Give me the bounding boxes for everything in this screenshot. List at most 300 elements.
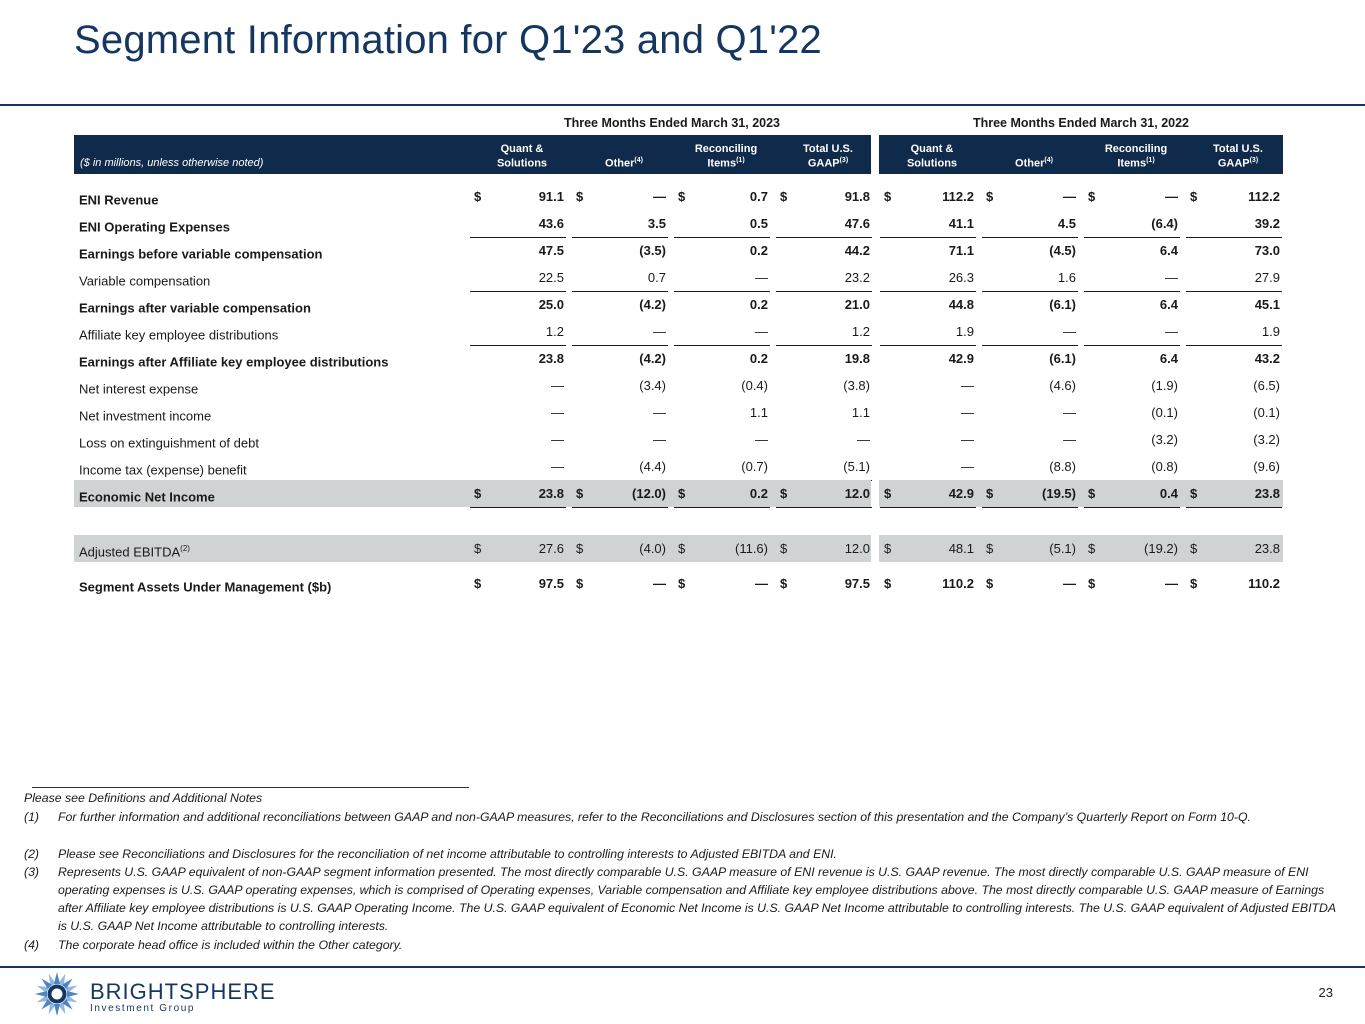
table-cell [776,480,872,508]
cell-value: (4.0) [639,541,666,556]
cell-value: (12.0) [632,486,666,501]
table-cell [674,426,770,453]
cell-value: 47.5 [538,243,564,258]
table-cell [470,399,566,426]
table-cell [982,210,1078,238]
table-cell [1084,426,1180,453]
table-cell [572,372,668,399]
column-header: Total U.S. GAAP$^{(3)}$ [803,143,853,170]
table-cell [674,480,770,508]
currency-symbol: $ [780,189,788,204]
currency-symbol: $ [884,189,892,204]
table-cell [776,453,872,481]
table-cell [776,264,872,292]
table-row [74,399,1283,426]
cell-value: 1.9 [955,324,974,339]
cell-value: (3.5) [639,243,666,258]
table-cell [880,183,976,210]
table-cell [470,372,566,399]
cell-value: (19.5) [1042,486,1076,501]
cell-value: 27.9 [1254,270,1280,285]
currency-symbol: $ [678,486,686,501]
row-label: Income tax (expense) benefit [79,462,247,478]
currency-symbol: $ [678,189,686,204]
table-row [74,480,1283,507]
table-cell [674,535,770,562]
table-cell [1186,372,1282,399]
table-cell [982,453,1078,481]
cell-value: (4.2) [639,297,666,312]
currency-symbol: $ [678,541,686,556]
table-cell [1084,237,1180,264]
cell-value: — [1063,576,1076,591]
cell-value: (4.2) [639,351,666,366]
cell-value: 91.8 [844,189,870,204]
column-header-band-2022 [879,135,1283,174]
cell-value: — [653,576,666,591]
cell-value: (1.9) [1151,378,1178,393]
table-cell [880,318,976,346]
table-cell [982,183,1078,210]
currency-symbol: $ [780,541,788,556]
table-cell [1186,426,1282,453]
currency-symbol: $ [884,541,892,556]
table-cell [470,426,566,453]
table-cell [572,535,668,562]
table-cell [982,570,1078,597]
table-cell [572,570,668,597]
cell-value: (3.2) [1253,432,1280,447]
currency-symbol: $ [1190,189,1198,204]
cell-value: 71.1 [948,243,974,258]
table-cell [1186,183,1282,210]
table-cell [776,210,872,238]
table-cell [982,372,1078,399]
table-cell [674,210,770,238]
table-cell [572,210,668,238]
cell-value: (0.1) [1253,405,1280,420]
table-cell [1186,535,1282,562]
cell-value: (4.5) [1049,243,1076,258]
currency-symbol: $ [1190,541,1198,556]
table-cell [880,570,976,597]
cell-value: 43.6 [538,216,564,231]
cell-value: 39.2 [1254,216,1280,231]
cell-value: 23.8 [1254,486,1280,501]
table-cell [982,291,1078,318]
table-cell [1186,264,1282,292]
table-cell [572,291,668,318]
cell-value: — [653,189,666,204]
table-cell [1084,210,1180,238]
cell-value: (0.1) [1151,405,1178,420]
table-row [74,345,1283,372]
cell-value: 23.8 [538,351,564,366]
currency-symbol: $ [576,486,584,501]
cell-value: 91.1 [538,189,564,204]
table-cell [880,535,976,562]
cell-value: 112.2 [942,189,974,204]
cell-value: (19.2) [1144,541,1178,556]
cell-value: — [755,270,768,285]
table-cell [982,318,1078,346]
table-cell [776,237,872,264]
table-cell [982,264,1078,292]
cell-value: 110.2 [942,576,974,591]
table-cell [776,426,872,453]
cell-value: — [551,432,564,447]
table-cell [572,318,668,346]
column-header: Reconciling Items$^{(1)}$ [694,143,758,170]
cell-value: 23.2 [844,270,870,285]
table-cell [1186,237,1282,264]
table-cell [572,264,668,292]
table-cell [1186,291,1282,318]
table-cell [674,318,770,346]
table-cell [572,183,668,210]
table-cell [470,345,566,372]
cell-value: 47.6 [844,216,870,231]
column-header: Other$^{(4)}$ [1015,157,1053,170]
column-header: Other$^{(4)}$ [605,157,643,170]
cell-value: (8.8) [1049,459,1076,474]
period-header-2022: Three Months Ended March 31, 2022 [972,116,1190,130]
table-cell [1186,480,1282,508]
table-cell [880,426,976,453]
table-row [74,535,1283,562]
table-cell [1186,345,1282,372]
cell-value: — [1165,324,1178,339]
cell-value: (6.1) [1049,351,1076,366]
currency-symbol: $ [986,189,994,204]
table-cell [982,399,1078,426]
cell-value: (0.4) [741,378,768,393]
table-cell [572,480,668,508]
table-cell [470,535,566,562]
title-divider [0,104,1365,106]
table-cell [1084,183,1180,210]
currency-symbol: $ [884,486,892,501]
table-cell [1084,372,1180,399]
cell-value: 6.4 [1159,351,1178,366]
cell-value: 27.6 [538,541,564,556]
currency-symbol: $ [1190,486,1198,501]
cell-value: 0.4 [1159,486,1178,501]
table-cell [1084,291,1180,318]
table-cell [880,237,976,264]
cell-value: — [551,378,564,393]
table-row [74,426,1283,453]
cell-value: 26.3 [948,270,974,285]
table-cell [880,453,976,481]
cell-value: 1.2 [545,324,564,339]
currency-symbol: $ [1190,576,1198,591]
row-label: Loss on extinguishment of debt [79,435,259,451]
cell-value: — [653,324,666,339]
table-cell [674,291,770,318]
currency-symbol: $ [986,576,994,591]
cell-value: 12.0 [844,541,870,556]
currency-symbol: $ [474,576,482,591]
table-cell [776,183,872,210]
table-cell [1084,318,1180,346]
row-label: Variable compensation [79,273,211,289]
table-cell [880,210,976,238]
table-row [74,183,1283,210]
cell-value: 43.2 [1254,351,1280,366]
cell-value: (3.2) [1151,432,1178,447]
page-title: Segment Information for Q1'23 and Q1'22 [74,18,822,62]
table-cell [880,372,976,399]
cell-value: 1.9 [1261,324,1280,339]
period-header-2023: Three Months Ended March 31, 2023 [563,116,781,130]
cell-value: 1.6 [1057,270,1076,285]
table-cell [1084,480,1180,508]
cell-value: (4.4) [639,459,666,474]
table-row [74,570,1283,597]
table-cell [572,426,668,453]
cell-value: 22.5 [538,270,564,285]
column-header: Reconciling Items$^{(1)}$ [1104,143,1168,170]
footer-divider [0,966,1365,968]
cell-value: 73.0 [1254,243,1280,258]
column-header: Total U.S. GAAP$^{(3)}$ [1213,143,1263,170]
cell-value: (3.8) [843,378,870,393]
cell-value: 1.1 [851,405,870,420]
table-cell [982,535,1078,562]
row-label: Earnings after variable compensation [79,300,311,316]
table-row [74,264,1283,291]
table-cell [776,399,872,426]
cell-value: 48.1 [948,541,974,556]
cell-value: 0.7 [647,270,666,285]
currency-symbol: $ [1088,576,1096,591]
cell-value: — [653,432,666,447]
cell-value: — [1063,189,1076,204]
row-label: Earnings after Affiliate key employee distributions [79,354,389,370]
currency-symbol: $ [1088,486,1096,501]
currency-symbol: $ [1088,189,1096,204]
sunburst-logo-icon [34,971,80,1017]
table-cell [572,453,668,481]
table-cell [982,480,1078,508]
currency-symbol: $ [576,576,584,591]
cell-value: 21.0 [844,297,870,312]
cell-value: 112.2 [1248,189,1280,204]
table-cell [1084,453,1180,481]
units-note: ($ in millions, unless otherwise noted) [80,157,264,169]
cell-value: 25.0 [538,297,564,312]
cell-value: (0.8) [1151,459,1178,474]
table-cell [880,399,976,426]
column-header: Quant & Solutions [906,143,958,170]
cell-value: 1.1 [749,405,768,420]
row-label: Earnings before variable compensation [79,246,323,262]
table-cell [880,345,976,372]
row-label: ENI Revenue [79,192,159,208]
cell-value: 1.2 [851,324,870,339]
column-header-band-2023 [74,135,871,174]
table-cell [776,535,872,562]
cell-value: — [1063,405,1076,420]
cell-value: 23.8 [1254,541,1280,556]
table-cell [982,426,1078,453]
cell-value: 0.2 [749,297,768,312]
currency-symbol: $ [884,576,892,591]
table-cell [1186,453,1282,481]
footnote-see-note: Please see Definitions and Additional Notes [24,791,263,805]
row-label: Segment Assets Under Management ($b) [79,579,332,595]
table-cell [674,570,770,597]
table-cell [776,372,872,399]
table-cell [572,237,668,264]
logo-subtitle: Investment Group [90,1003,196,1014]
table-cell [1186,570,1282,597]
currency-symbol: $ [780,576,788,591]
cell-value: (4.6) [1049,378,1076,393]
row-label: Affiliate key employee distributions [79,327,279,343]
cell-value: 6.4 [1159,243,1178,258]
cell-value: 41.1 [948,216,974,231]
table-cell [880,480,976,508]
table-cell [674,399,770,426]
cell-value: — [1063,432,1076,447]
currency-symbol: $ [780,486,788,501]
table-cell [470,291,566,318]
cell-value: 110.2 [1248,576,1280,591]
cell-value: — [653,405,666,420]
cell-value: — [755,324,768,339]
currency-symbol: $ [474,486,482,501]
table-cell [1186,399,1282,426]
currency-symbol: $ [986,486,994,501]
cell-value: 44.2 [844,243,870,258]
page-number: 23 [1318,985,1333,1000]
table-cell [674,237,770,264]
cell-value: — [755,576,768,591]
table-cell [1084,570,1180,597]
table-row [74,372,1283,399]
currency-symbol: $ [474,541,482,556]
cell-value: 0.2 [749,351,768,366]
row-label: Net investment income [79,408,212,424]
table-cell [982,237,1078,264]
cell-value: — [961,432,974,447]
cell-value: — [755,432,768,447]
table-row [74,453,1283,480]
row-label: Economic Net Income [79,489,215,505]
cell-value: — [1165,576,1178,591]
table-cell [776,318,872,346]
currency-symbol: $ [576,541,584,556]
cell-value: (0.7) [741,459,768,474]
cell-value: 0.2 [749,486,768,501]
cell-value: 0.7 [749,189,768,204]
logo-wordmark: BRIGHTSPHERE [90,979,276,1004]
cell-value: — [1165,270,1178,285]
currency-symbol: $ [678,576,686,591]
cell-value: 97.5 [538,576,564,591]
table-cell [572,345,668,372]
cell-value: — [961,405,974,420]
table-cell [1084,399,1180,426]
cell-value: 44.8 [948,297,974,312]
table-cell [674,264,770,292]
table-row [74,318,1283,345]
currency-symbol: $ [986,541,994,556]
table-row [74,237,1283,264]
cell-value: (6.4) [1151,216,1178,231]
cell-value: 0.2 [749,243,768,258]
table-cell [572,399,668,426]
row-label: Net interest expense [79,381,199,397]
cell-value: (9.6) [1253,459,1280,474]
table-cell [880,264,976,292]
table-cell [470,183,566,210]
table-cell [1186,318,1282,346]
row-label: ENI Operating Expenses [79,219,230,235]
cell-value: — [551,459,564,474]
cell-value: 42.9 [948,486,974,501]
cell-value: — [1063,324,1076,339]
table-cell [776,570,872,597]
table-cell [470,453,566,481]
cell-value: (11.6) [735,541,768,556]
cell-value: (6.5) [1253,378,1280,393]
cell-value: — [1165,189,1178,204]
table-cell [776,345,872,372]
currency-symbol: $ [1088,541,1096,556]
cell-value: 12.0 [844,486,870,501]
cell-value: 45.1 [1254,297,1280,312]
table-cell [470,318,566,346]
cell-value: 42.9 [948,351,974,366]
table-cell [674,453,770,481]
cell-value: 4.5 [1057,216,1076,231]
footnote-divider [32,787,469,788]
table-cell [470,264,566,292]
table-cell [776,291,872,318]
cell-value: 3.5 [647,216,666,231]
column-header: Quant & Solutions [496,143,548,170]
cell-value: 19.8 [844,351,870,366]
cell-value: 97.5 [844,576,870,591]
cell-value: (5.1) [843,459,870,474]
table-cell [1084,264,1180,292]
cell-value: — [551,405,564,420]
table-row [74,291,1283,318]
table-cell [674,345,770,372]
table-cell [674,372,770,399]
cell-value: 0.5 [749,216,768,231]
table-cell [470,237,566,264]
table-cell [674,183,770,210]
cell-value: (3.4) [639,378,666,393]
cell-value: — [857,432,870,447]
table-cell [470,570,566,597]
row-label: Adjusted EBITDA$^{(2)}$ [79,544,190,560]
cell-value: 6.4 [1159,297,1178,312]
cell-value: — [961,378,974,393]
currency-symbol: $ [474,189,482,204]
table-cell [470,210,566,238]
cell-value: (6.1) [1049,297,1076,312]
table-cell [470,480,566,508]
table-cell [982,345,1078,372]
table-cell [1186,210,1282,238]
table-cell [1084,345,1180,372]
table-cell [880,291,976,318]
